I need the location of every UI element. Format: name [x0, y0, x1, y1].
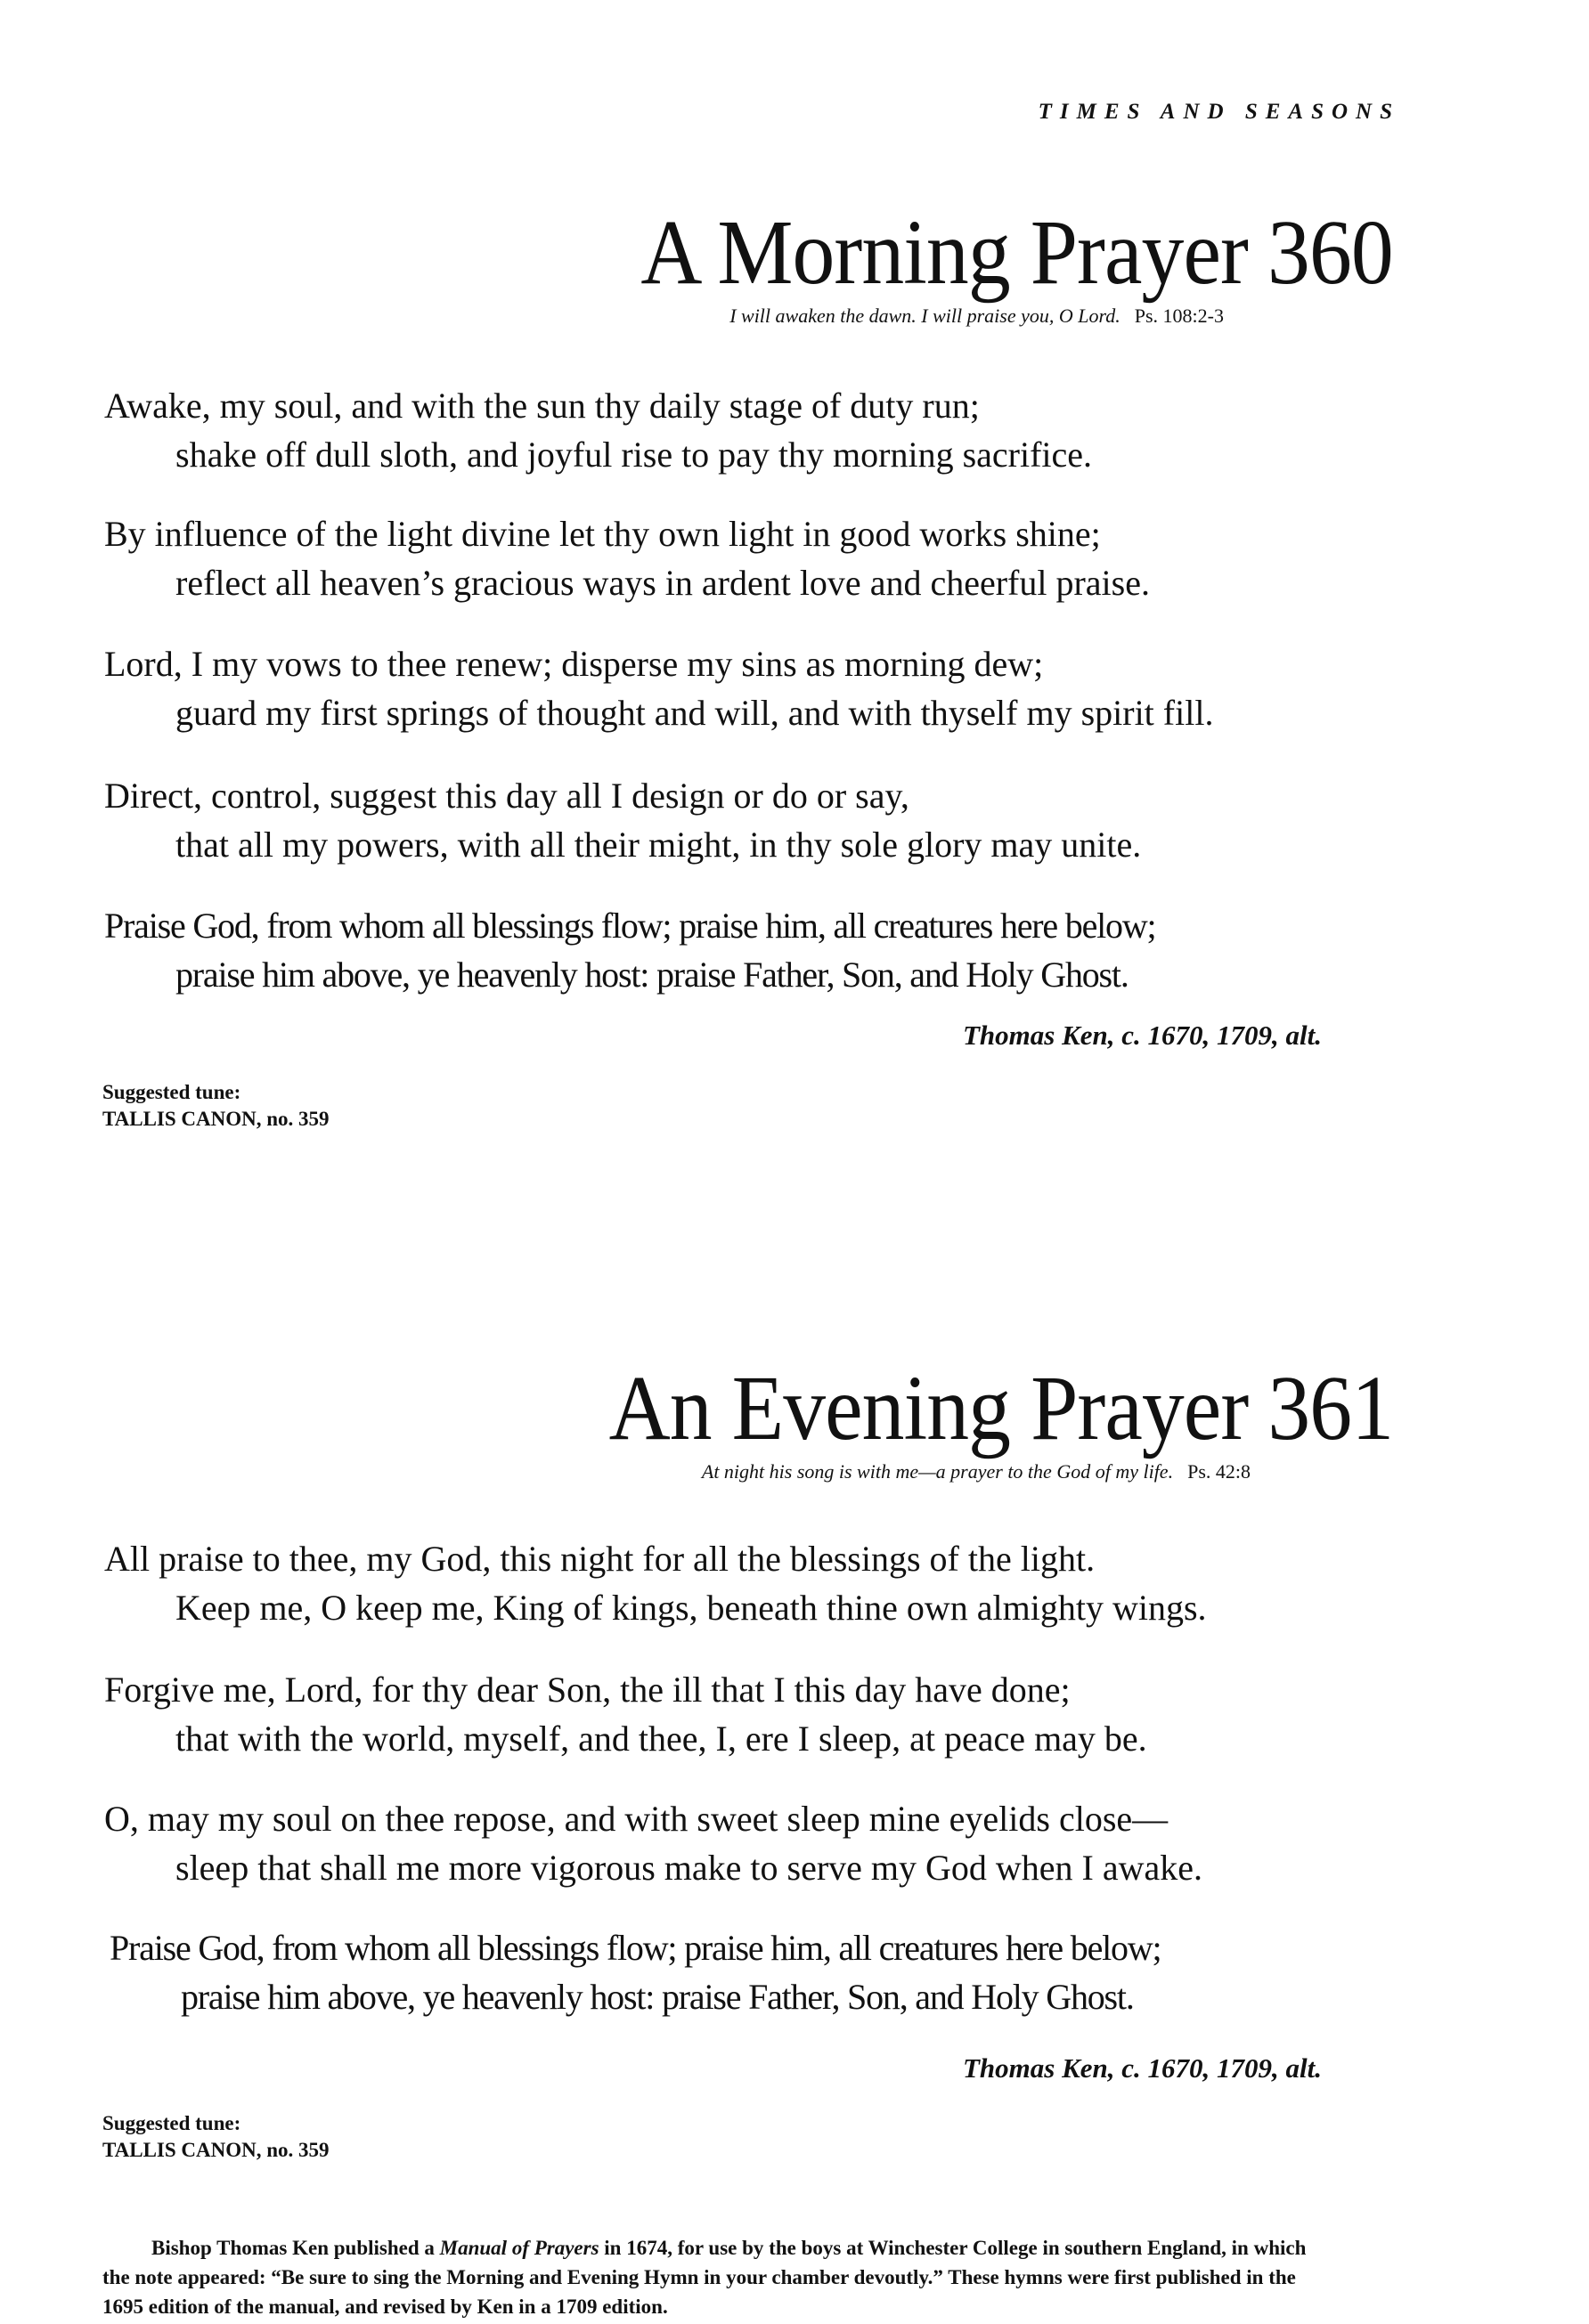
footnote-text: in 1674, for use by the boys at Winchester College in southern England, in which the note appeared: “Be sure to sing the Morning and Evening Hymn in your chamber devoutly.” These hymns were first published in the 1695 edition of the manual, and revised by Ken in a 1709 edition. [102, 2237, 1307, 2318]
scripture-reference: Ps. 108:2-3 [1134, 305, 1224, 327]
footnote-text: Bishop Thomas Ken published a [151, 2237, 440, 2259]
verse-doxology [110, 1923, 1161, 2021]
verse [104, 771, 1141, 869]
verse-line: that with the world, myself, and thee, I, ere I sleep, at peace may be. [175, 1719, 1147, 1759]
hymn-number: 361 [1267, 1357, 1393, 1459]
tune-label: Suggested tune: [102, 2112, 241, 2134]
verse [104, 1794, 1202, 1892]
footnote-book-title: Manual of Prayers [439, 2237, 599, 2259]
verse-line: Keep me, O keep me, King of kings, beneath thine own almighty wings. [175, 1588, 1207, 1628]
verse-line: Forgive me, Lord, for thy dear Son, the ill that I this day have done; [104, 1670, 1071, 1710]
tune-name: TALLIS CANON, no. 359 [102, 1108, 330, 1130]
verse-line: guard my first springs of thought and will, and with thyself my spirit fill. [175, 693, 1214, 733]
verse-line: sleep that shall me more vigorous make to serve my God when I awake. [175, 1848, 1203, 1888]
verse-line: shake off dull sloth, and joyful rise to pay thy morning sacrifice. [175, 435, 1093, 475]
verse [104, 1534, 1207, 1632]
verse-line: O, may my soul on thee repose, and with sweet sleep mine eyelids close— [104, 1799, 1169, 1839]
hymn-number: 360 [1267, 201, 1393, 304]
scripture-epigraph [729, 305, 1224, 328]
author-attribution: Thomas Ken, c. 1670, 1709, alt. [962, 1020, 1322, 1051]
suggested-tune [102, 1079, 330, 1133]
hymn-title-text: A Morning Prayer [640, 201, 1249, 304]
verse-line: By influence of the light divine let thy own light in good works shine; [104, 514, 1101, 554]
verse-line: All praise to thee, my God, this night for all the blessings of the light. [104, 1539, 1096, 1579]
verse-line: that all my powers, with all their might, in thy sole glory may unite. [175, 825, 1142, 865]
tune-label: Suggested tune: [102, 1081, 241, 1103]
verse [104, 1665, 1147, 1763]
verse [104, 639, 1213, 737]
hymn-title-361 [608, 1357, 1393, 1459]
verse [104, 381, 1092, 479]
author-attribution: Thomas Ken, c. 1670, 1709, alt. [962, 2052, 1322, 2084]
verse [104, 509, 1150, 607]
verse-line: Lord, I my vows to thee renew; disperse my sins as morning dew; [104, 644, 1044, 684]
verse-line: praise him above, ye heavenly host: praise Father, Son, and Holy Ghost. [181, 1977, 1134, 2017]
verse-doxology [104, 901, 1155, 999]
scripture-reference: Ps. 42:8 [1187, 1460, 1251, 1483]
scripture-text: At night his song is with me—a prayer to the God of my life. [701, 1460, 1174, 1483]
historical-footnote [102, 2233, 1332, 2321]
hymn-title-360 [640, 201, 1393, 304]
verse-line: Praise God, from whom all blessings flow; praise him, all creatures here below; [104, 906, 1156, 946]
scripture-text: I will awaken the dawn. I will praise you, O Lord. [729, 305, 1120, 327]
hymn-title-text: An Evening Prayer [608, 1357, 1249, 1459]
verse-line: praise him above, ye heavenly host: praise Father, Son, and Holy Ghost. [175, 955, 1129, 995]
suggested-tune [102, 2110, 330, 2164]
tune-name: TALLIS CANON, no. 359 [102, 2139, 330, 2161]
verse-line: Direct, control, suggest this day all I design or do or say, [104, 776, 909, 816]
verse-line: Praise God, from whom all blessings flow; praise him, all creatures here below; [110, 1928, 1161, 1968]
running-head: TIMES AND SEASONS [1038, 100, 1400, 124]
verse-line: Awake, my soul, and with the sun thy daily stage of duty run; [104, 386, 980, 426]
verse-line: reflect all heaven’s gracious ways in ardent love and cheerful praise. [175, 563, 1150, 603]
scripture-epigraph [702, 1460, 1251, 1483]
